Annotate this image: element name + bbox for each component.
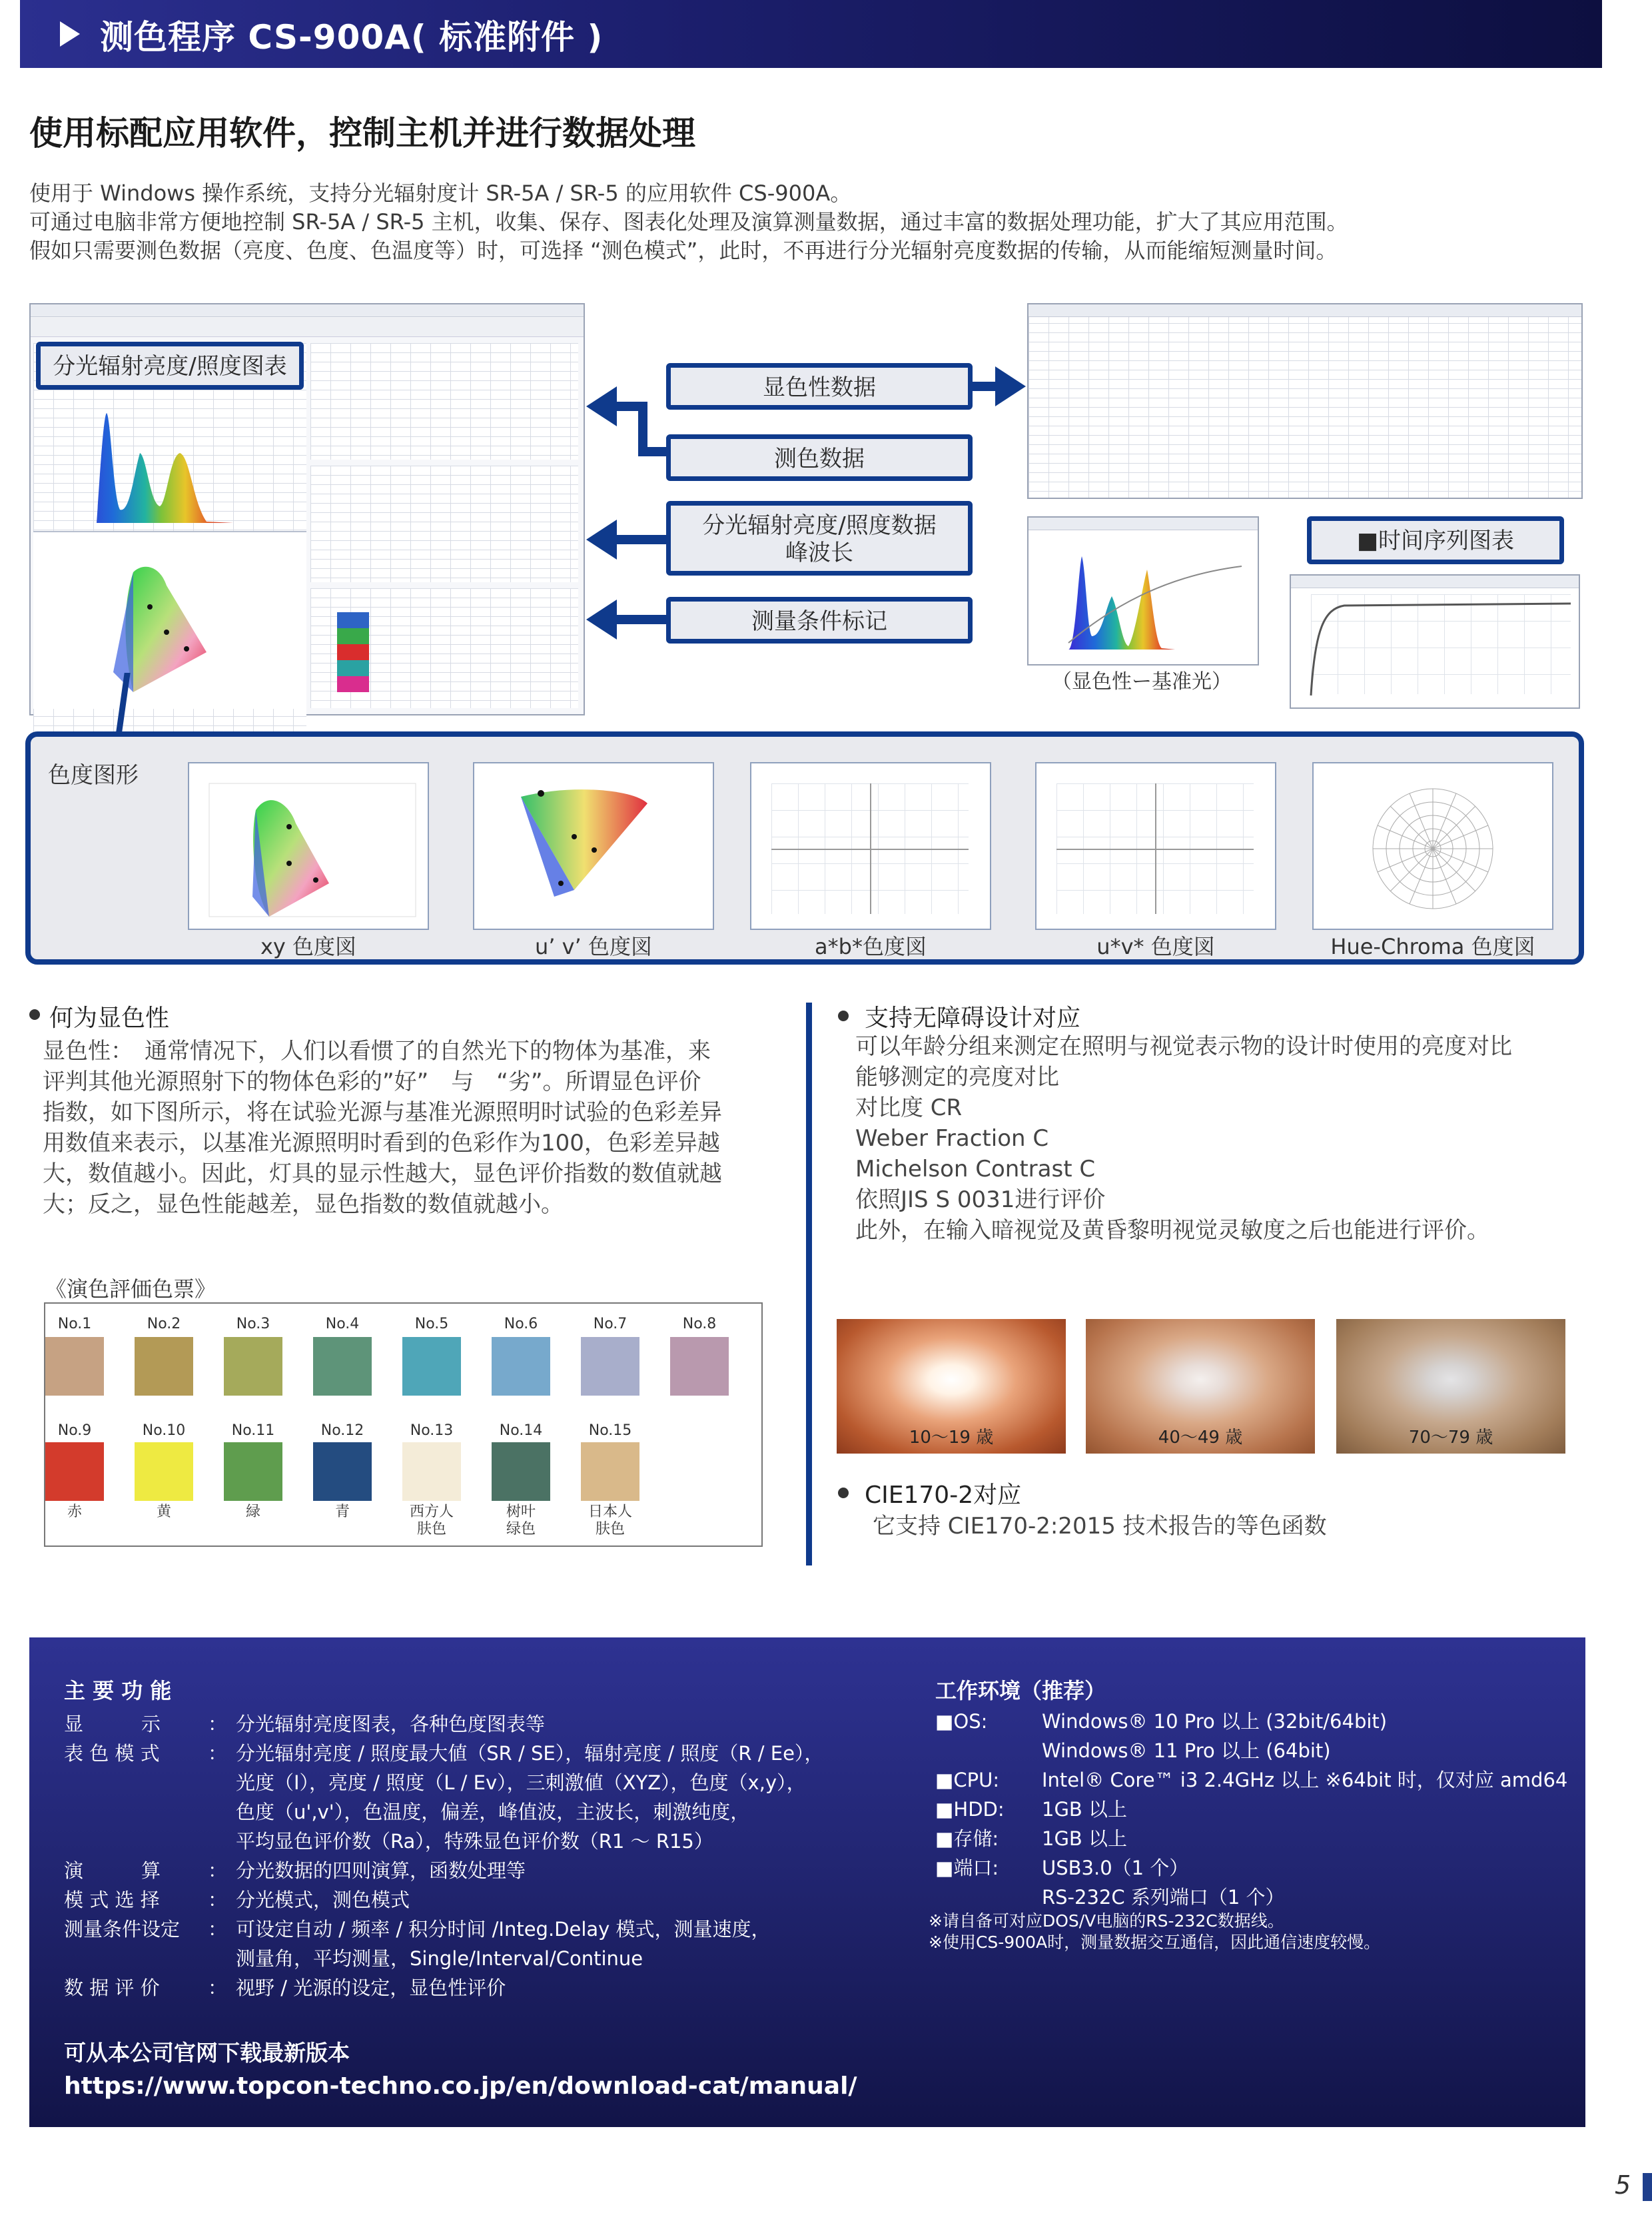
tile-number: No.2 bbox=[147, 1316, 181, 1332]
environment-value: 1GB 以上 bbox=[1042, 1798, 1128, 1821]
caption-uv: u’ v’ 色度図 bbox=[535, 934, 652, 959]
tile-number: No.15 bbox=[588, 1422, 632, 1439]
toolbar bbox=[31, 318, 584, 337]
environment-value: Windows® 11 Pro 以上 (64bit) bbox=[1042, 1739, 1331, 1762]
tile-name: 日本人 bbox=[588, 1504, 632, 1520]
chromaticity-label: 色度图形 bbox=[48, 762, 139, 789]
xy-diagram-graphic bbox=[189, 763, 428, 929]
feature-colon: ： bbox=[208, 1859, 228, 1882]
lamp-photo-age-40-49 bbox=[1086, 1319, 1315, 1454]
chromaticity-pane bbox=[33, 531, 306, 709]
feature-value: 视野 / 光源的设定，显色性评价 bbox=[236, 1977, 506, 1999]
color-rendering-heading: 何为显色性 bbox=[49, 1005, 170, 1032]
color-tile bbox=[135, 1337, 193, 1396]
tile-name: 西方人 bbox=[409, 1504, 454, 1520]
callout-spectral-data-line2: 峰波长 bbox=[785, 539, 853, 566]
environment-note-2: ※使用CS-900A时，测量数据交互通信，因此通信速度较慢。 bbox=[929, 1933, 1381, 1952]
tile-number: No.9 bbox=[57, 1422, 92, 1439]
accessibility-heading: 支持无障碍设计对应 bbox=[865, 1005, 1081, 1032]
time-series-curve-graphic bbox=[1291, 576, 1579, 707]
section-divider bbox=[806, 1003, 812, 1565]
feature-key: 表 色 模 式 bbox=[64, 1742, 160, 1765]
tile-number: No.4 bbox=[325, 1316, 360, 1332]
photo-caption: 10～19 歳 bbox=[909, 1428, 994, 1448]
feature-value: 分光模式，测色模式 bbox=[236, 1889, 410, 1911]
measurement-condition-pane bbox=[310, 588, 578, 708]
caption-ab: a*b*色度図 bbox=[815, 934, 927, 959]
feature-key: 数 据 评 价 bbox=[64, 1977, 160, 1999]
color-tile bbox=[402, 1442, 461, 1501]
tile-number: No.13 bbox=[410, 1422, 454, 1439]
lamp-photo-age-70-79 bbox=[1336, 1319, 1565, 1454]
callout-spectral-data-line1: 分光辐射亮度/照度数据 bbox=[702, 512, 937, 539]
feature-value: 色度（u',v'），色温度，偏差，峰值波，主波长，刺激纯度， bbox=[236, 1801, 750, 1823]
color-tile bbox=[402, 1337, 461, 1396]
color-tile bbox=[45, 1337, 104, 1396]
features-title: 主 要 功 能 bbox=[64, 1678, 172, 1703]
section-title: 测色程序 CS-900A( 标准附件 ) bbox=[100, 18, 604, 57]
feature-value: 平均显色评价数（Ra），特殊显色评价数（R1 ～ R15） bbox=[236, 1830, 713, 1853]
color-chart-title: 《演色評価色票》 bbox=[45, 1276, 216, 1302]
caption-hue-chroma: Hue-Chroma 色度図 bbox=[1330, 934, 1535, 959]
color-rendering-tile-chart bbox=[44, 1302, 763, 1547]
polar-grid-graphic bbox=[1314, 763, 1552, 929]
callout-color-rendering-data: 显色性数据 bbox=[666, 363, 973, 410]
tile-name: 青 bbox=[334, 1504, 350, 1520]
window-title-bar bbox=[31, 304, 584, 317]
feature-key: 模 式 选 择 bbox=[64, 1889, 160, 1911]
chromaticity-diagrams-panel bbox=[25, 731, 1584, 965]
hue-chroma-thumbnail bbox=[1312, 762, 1553, 930]
xy-chromaticity-thumbnail bbox=[188, 762, 429, 930]
chromaticity-graphic bbox=[33, 532, 306, 709]
specifications-panel bbox=[29, 1637, 1585, 2127]
section-header-bar bbox=[20, 0, 1602, 68]
feature-value: 测量角，平均测量，Single/Interval/Continue bbox=[236, 1947, 643, 1970]
color-tile bbox=[135, 1442, 193, 1501]
color-tile bbox=[492, 1337, 550, 1396]
intro-line-2: 可通过电脑非常方便地控制 SR-5A / SR-5 主机，收集、保存、图表化处理及演算测量数据，通过丰富的数据处理功能，扩大了其应用范围。 bbox=[29, 209, 1348, 234]
tile-number: No.12 bbox=[320, 1422, 364, 1439]
tile-name: 树叶 bbox=[506, 1504, 536, 1520]
color-rendering-table-screenshot bbox=[1027, 303, 1583, 499]
feature-key: 显 示 bbox=[64, 1713, 161, 1735]
environment-key: ■OS: bbox=[935, 1710, 988, 1733]
bullet-icon bbox=[29, 1009, 40, 1020]
tile-number: No.8 bbox=[682, 1316, 717, 1332]
tile-number: No.7 bbox=[593, 1316, 627, 1332]
feature-value: 光度（I），亮度 / 照度（L / Ev），三刺激値（XYZ），色度（x,y）， bbox=[236, 1771, 806, 1794]
color-tile bbox=[313, 1442, 372, 1501]
color-tile bbox=[581, 1442, 639, 1501]
callout-spectral-chart: 分光辐射亮度/照度图表 bbox=[36, 342, 304, 390]
arrow-left-icon bbox=[586, 600, 617, 640]
feature-value: 分光数据的四则演算，函数处理等 bbox=[236, 1859, 526, 1882]
tile-name: 肤色 bbox=[595, 1521, 625, 1538]
page-number: 5 bbox=[1615, 2170, 1631, 2200]
environment-key: ■存储: bbox=[935, 1827, 999, 1850]
uv-chromaticity-thumbnail bbox=[473, 762, 714, 930]
tile-number: No.10 bbox=[142, 1422, 186, 1439]
callout-measurement-conditions: 测量条件标记 bbox=[666, 597, 973, 644]
color-tile bbox=[492, 1442, 550, 1501]
tile-name: 肤色 bbox=[416, 1521, 446, 1538]
play-triangle-icon bbox=[60, 21, 80, 47]
callout-spectral-data bbox=[666, 501, 973, 576]
download-note: 可从本公司官网下载最新版本 bbox=[64, 2040, 350, 2066]
environment-key: ■CPU: bbox=[935, 1769, 1000, 1791]
feature-colon: ： bbox=[208, 1918, 228, 1941]
color-tile bbox=[313, 1337, 372, 1396]
caption-xy: xy 色度図 bbox=[260, 934, 357, 959]
environment-value: Intel® Core™ i3 2.4GHz 以上 ※64bit 时，仅对应 amd64 bbox=[1042, 1769, 1568, 1791]
tile-number: No.1 bbox=[57, 1316, 92, 1332]
environment-value: USB3.0（1 个） bbox=[1042, 1857, 1189, 1879]
tile-name: 緑 bbox=[245, 1504, 260, 1520]
tile-name: 绿色 bbox=[506, 1521, 536, 1538]
feature-colon: ： bbox=[208, 1977, 228, 1999]
color-rendering-table-pane bbox=[310, 343, 578, 460]
callout-colorimetric-data: 测色数据 bbox=[666, 434, 973, 481]
photo-caption: 70～79 歳 bbox=[1408, 1428, 1493, 1448]
feature-value: 分光辐射亮度图表，各种色度图表等 bbox=[236, 1713, 546, 1735]
color-rendering-curve-graphic bbox=[1029, 530, 1258, 663]
arrow-right-icon bbox=[995, 366, 1026, 406]
color-rendering-body: 显色性： 通常情况下，人们以看惯了的自然光下的物体为基准，来 评判其他光源照射下的物体色彩的”好” 与 “劣”。所谓显色评价 指数，如下图所示，将在试验光源与基准光源照明时试验的色彩差异 用数值来表示，以基准光源照明时看到的色彩作为100，色彩差异越 大，数值越小。因此，灯具的显示性越大，显色评价指数的数值就越 大；反之，显色性能越差，显色指数的数值就越小。 bbox=[43, 1038, 722, 1218]
color-tile bbox=[581, 1337, 639, 1396]
caption-u-v-star: u*v* 色度図 bbox=[1096, 934, 1215, 959]
environment-value: 1GB 以上 bbox=[1042, 1827, 1128, 1850]
download-link[interactable]: https://www.topcon-techno.co.jp/en/download-cat/manual/ bbox=[64, 2072, 857, 2100]
ab-chromaticity-thumbnail bbox=[750, 762, 991, 930]
tile-name: 赤 bbox=[67, 1504, 82, 1520]
time-series-screenshot bbox=[1290, 574, 1580, 709]
tile-number: No.11 bbox=[231, 1422, 275, 1439]
feature-value: 可设定自动 / 频率 / 积分时间 /Integ.Delay 模式，测量速度， bbox=[236, 1918, 771, 1941]
intro-line-1: 使用于 Windows 操作系统，支持分光辐射度计 SR-5A / SR-5 的应用软件 CS-900A。 bbox=[29, 181, 852, 206]
intro-line-3: 假如只需要测色数据（亮度、色度、色温度等）时，可选择 “测色模式”，此时，不再进行分光辐射亮度数据的传输，从而能缩短测量时间。 bbox=[29, 238, 1338, 263]
callout-time-series: ■时间序列图表 bbox=[1307, 516, 1564, 564]
page-subtitle: 使用标配应用软件，控制主机并进行数据处理 bbox=[29, 114, 695, 153]
feature-colon: ： bbox=[208, 1713, 228, 1735]
environment-value: RS-232C 系列端口（1 个） bbox=[1042, 1886, 1285, 1909]
feature-colon: ： bbox=[208, 1889, 228, 1911]
arrow-left-icon bbox=[586, 520, 617, 560]
environment-title: 工作环境（推荐） bbox=[935, 1678, 1106, 1703]
color-tile bbox=[224, 1337, 282, 1396]
bullet-icon bbox=[838, 1488, 849, 1498]
color-tile bbox=[670, 1337, 729, 1396]
u-v-star-chromaticity-thumbnail bbox=[1035, 762, 1276, 930]
environment-key: ■端口: bbox=[935, 1857, 999, 1879]
arrow-left-icon bbox=[586, 386, 617, 426]
feature-colon: ： bbox=[208, 1742, 228, 1765]
color-swatch-column bbox=[337, 612, 369, 692]
lamp-photo-age-10-19 bbox=[837, 1319, 1066, 1454]
color-rendering-graph-screenshot bbox=[1027, 516, 1259, 665]
environment-note-1: ※请自备可对应DOS/V电脑的RS-232C数据线。 bbox=[929, 1911, 1284, 1931]
cie-heading: CIE170-2对应 bbox=[865, 1482, 1022, 1509]
tile-name: 黄 bbox=[156, 1504, 171, 1520]
cie-body: 它支持 CIE170-2:2015 技术报告的等色函数 bbox=[873, 1513, 1327, 1540]
spectral-data-table-pane bbox=[310, 466, 578, 582]
uv-diagram-graphic bbox=[474, 763, 713, 929]
color-tile bbox=[224, 1442, 282, 1501]
tile-number: No.6 bbox=[504, 1316, 538, 1332]
feature-key: 演 算 bbox=[64, 1859, 161, 1882]
bullet-icon bbox=[838, 1011, 849, 1021]
tile-number: No.14 bbox=[499, 1422, 543, 1439]
tile-number: No.5 bbox=[414, 1316, 449, 1332]
tile-number: No.3 bbox=[236, 1316, 270, 1332]
color-rendering-caption: （显色性ー基准光） bbox=[1052, 670, 1232, 693]
feature-value: 分光辐射亮度 / 照度最大値（SR / SE），辐射亮度 / 照度（R / Ee）， bbox=[236, 1742, 824, 1765]
environment-key: ■HDD: bbox=[935, 1798, 1005, 1821]
photo-caption: 40～49 歳 bbox=[1158, 1428, 1243, 1448]
feature-key: 测量条件设定 bbox=[64, 1918, 181, 1941]
accessibility-body: 可以年龄分组来测定在照明与视觉表示物的设计时使用的亮度对比 能够测定的亮度对比 对比度 CR Weber Fraction C Michelson Contrast C 依照JIS S 0031进行评价 此外，在输入暗视觉及黄昏黎明视觉灵敏度之后也能进行评价。 bbox=[855, 1033, 1512, 1244]
page-edge-marker bbox=[1643, 2173, 1652, 2201]
color-tile bbox=[45, 1442, 104, 1501]
environment-value: Windows® 10 Pro 以上 (32bit/64bit) bbox=[1042, 1710, 1388, 1733]
